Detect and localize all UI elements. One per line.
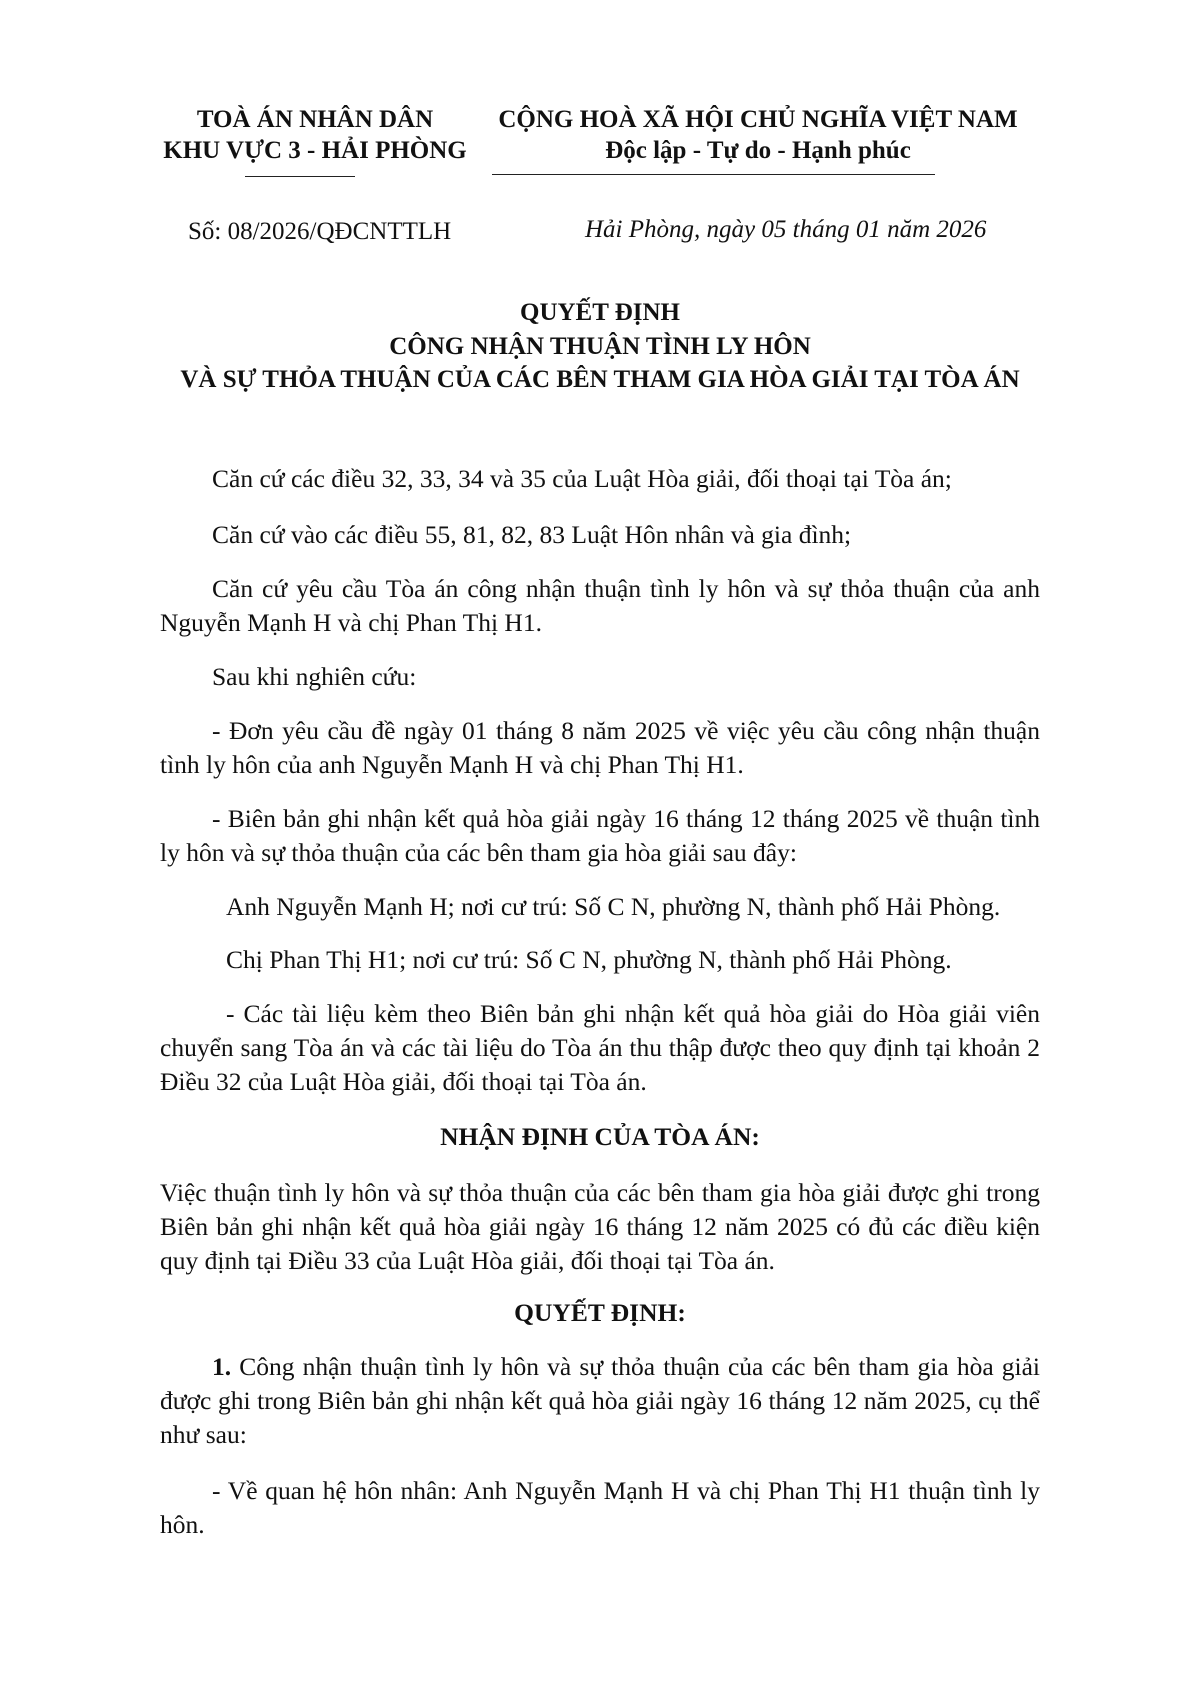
review-item-mediation-record: - Biên bản ghi nhận kết quả hòa giải ngày 16 tháng 12 tháng 2025 về thuận tình ly hôn và sự thỏa thuận của các bên tham gia hòa giải sau đây: (160, 804, 1040, 867)
party-husband: Anh Nguyễn Mạnh H; nơi cư trú: Số C N, phường N, thành phố Hải Phòng. (226, 892, 1001, 921)
court-underline-divider (245, 176, 355, 177)
title-line-3: VÀ SỰ THỎA THUẬN CỦA CÁC BÊN THAM GIA HÒA GIẢI TẠI TÒA ÁN (180, 366, 1020, 393)
assessment-heading: NHẬN ĐỊNH CỦA TÒA ÁN: (440, 1122, 760, 1151)
title-line-1: QUYẾT ĐỊNH (520, 299, 680, 326)
decision-point-1-number: 1. (212, 1352, 232, 1381)
motto-underline-divider (492, 174, 935, 175)
decision-marriage-relation: - Về quan hệ hôn nhân: Anh Nguyễn Mạnh H và chị Phan Thị H1 thuận tình ly hôn. (160, 1476, 1040, 1539)
legal-basis-3: Căn cứ yêu cầu Tòa án công nhận thuận tình ly hôn và sự thỏa thuận của anh Nguyễn Mạnh H và chị Phan Thị H1. (160, 574, 1040, 637)
review-intro: Sau khi nghiên cứu: (212, 662, 417, 691)
title-line-2: CÔNG NHẬN THUẬN TÌNH LY HÔN (389, 332, 811, 360)
document-title (160, 296, 1040, 397)
place-and-date: Hải Phòng, ngày 05 tháng 01 năm 2026 (585, 216, 987, 243)
decision-heading: QUYẾT ĐỊNH: (514, 1298, 686, 1327)
legal-basis-2: Căn cứ vào các điều 55, 81, 82, 83 Luật Hôn nhân và gia đình; (212, 520, 852, 549)
review-item-attachments: - Các tài liệu kèm theo Biên bản ghi nhận kết quả hòa giải do Hòa giải viên chuyển sang Tòa án và các tài liệu do Tòa án thu thập được theo quy định tại khoản 2 Điều 32 của Luật Hòa giải, đối thoại tại Tòa án. (160, 999, 1040, 1096)
issuing-court-block (160, 104, 470, 166)
legal-basis-1: Căn cứ các điều 32, 33, 34 và 35 của Luật Hòa giải, đối thoại tại Tòa án; (212, 464, 952, 493)
assessment-text: Việc thuận tình ly hôn và sự thỏa thuận của các bên tham gia hòa giải được ghi trong Biên bản ghi nhận kết quả hòa giải ngày 16 tháng 12 năm 2025 có đủ các điều kiện quy định tại Điều 33 của Luật Hòa giải, đối thoại tại Tòa án. (160, 1178, 1040, 1275)
national-motto-block (478, 104, 1038, 166)
document-number: Số: 08/2026/QĐCNTTLH (188, 218, 452, 245)
court-name: TOÀ ÁN NHÂN DÂN (196, 106, 434, 133)
court-region: KHU VỰC 3 - HẢI PHÒNG (163, 137, 467, 164)
review-item-petition: - Đơn yêu cầu đề ngày 01 tháng 8 năm 2025 về việc yêu cầu công nhận thuận tình ly hôn của anh Nguyễn Mạnh H và chị Phan Thị H1. (160, 716, 1040, 779)
party-wife: Chị Phan Thị H1; nơi cư trú: Số C N, phường N, thành phố Hải Phòng. (226, 945, 952, 974)
nation-name: CỘNG HOÀ XÃ HỘI CHỦ NGHĨA VIỆT NAM (498, 106, 1018, 133)
national-motto: Độc lập - Tự do - Hạnh phúc (605, 137, 911, 164)
decision-point-1-text: Công nhận thuận tình ly hôn và sự thỏa thuận của các bên tham gia hòa giải được ghi trong Biên bản ghi nhận kết quả hòa giải ngày 16 tháng 12 năm 2025, cụ thể như sau: (160, 1352, 1040, 1449)
decision-point-1 (160, 1350, 1040, 1452)
